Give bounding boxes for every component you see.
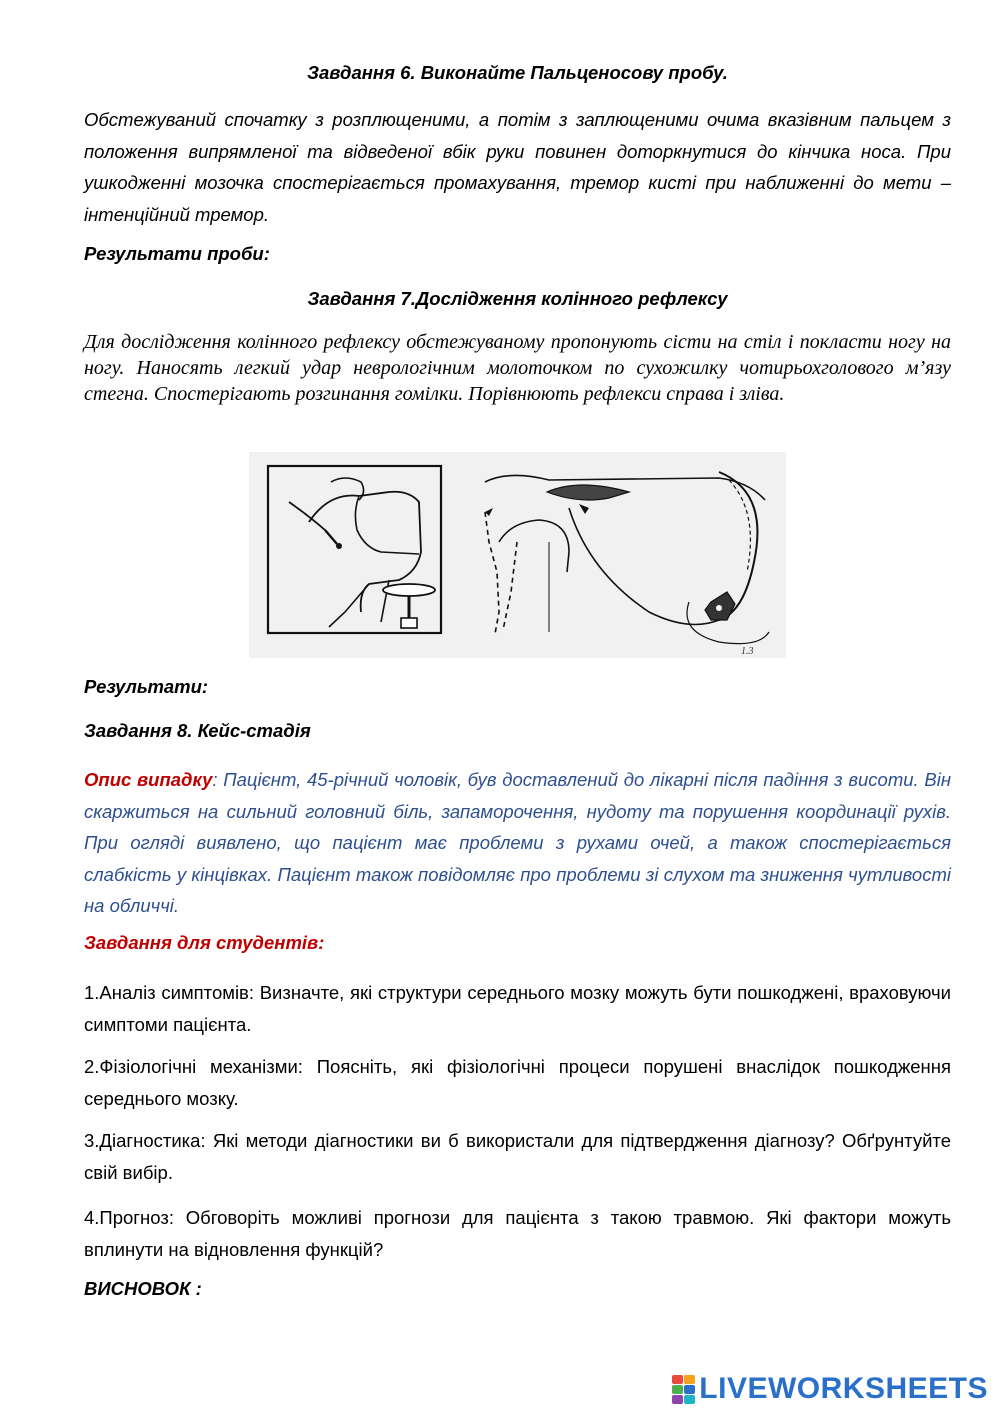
conclusion-label: ВИСНОВОК : <box>84 1278 202 1299</box>
task7-title: Завдання 7.Дослідження колінного рефлексу <box>307 288 728 309</box>
figure-caption: 1.3 <box>741 646 754 657</box>
liveworksheets-logo <box>672 1372 988 1406</box>
task6-description: Обстежуваний спочатку з розплющеними, а потім з заплющеними очима вказівним пальцем з положення випрямленої та відведеної вбік руки повинен доторкнутися до кінчика носа. При ушкодженні мозочка спостерігається промахування, тремор кисті при наближенні до мети – інтенційний тремор. <box>84 109 951 225</box>
logo-text: LIVEWORKSHEETS <box>699 1372 988 1405</box>
logo-icon <box>672 1375 695 1404</box>
case-label: Опис випадку <box>84 769 213 790</box>
task6-title: Завдання 6. Виконайте Пальценосову пробу. <box>307 62 728 83</box>
question-2: 2.Фізіологічні механізми: Поясніть, які фізіологічні процеси порушені внаслідок пошкодження середнього мозку. <box>84 1056 951 1109</box>
case-text: : Пацієнт, 45-річний чоловік, був доставлений до лікарні після падіння з висоти. Він скаржиться на сильний головний біль, запаморочення, нудоту та порушення координації рухів. При огляді виявлено, що пацієнт має проблеми з рухами очей, а також спостерігається слабкість у кінцівках. Пацієнт також повідомляє про проблеми зі слухом та зниження чутливості на обличчі. <box>84 769 951 916</box>
case-description <box>84 764 951 922</box>
task7-results-label: Результати: <box>84 676 209 697</box>
task7-description: Для дослідження колінного рефлексу обстежуваному пропонують сісти на стіл і покласти ногу на ногу. Наносять легкий удар неврологічним молоточком по сухожилку чотирьохголового м’язу стегна. Спостерігають розгинання гомілки. Порівнюють рефлекси справа і зліва. <box>84 331 951 405</box>
question-4: 4.Прогноз: Обговоріть можливі прогнози для пацієнта з такою травмою. Які фактори можуть вплинути на відновлення функцій? <box>84 1207 951 1260</box>
question-3: 3.Діагностика: Які методи діагностики ви б використали для підтвердження діагнозу? Обґрунтуйте свій вибір. <box>84 1130 951 1183</box>
task6-results-label: Результати проби: <box>84 243 270 264</box>
knee-reflex-drawing <box>249 452 786 658</box>
student-tasks-title: Завдання для студентів: <box>84 932 325 953</box>
task8-title: Завдання 8. Кейс-стадія <box>84 720 311 741</box>
knee-reflex-illustration <box>249 452 786 658</box>
question-1: 1.Аналіз симптомів: Визначте, які структури середнього мозку можуть бути пошкоджені, враховуючи симптоми пацієнта. <box>84 982 951 1035</box>
